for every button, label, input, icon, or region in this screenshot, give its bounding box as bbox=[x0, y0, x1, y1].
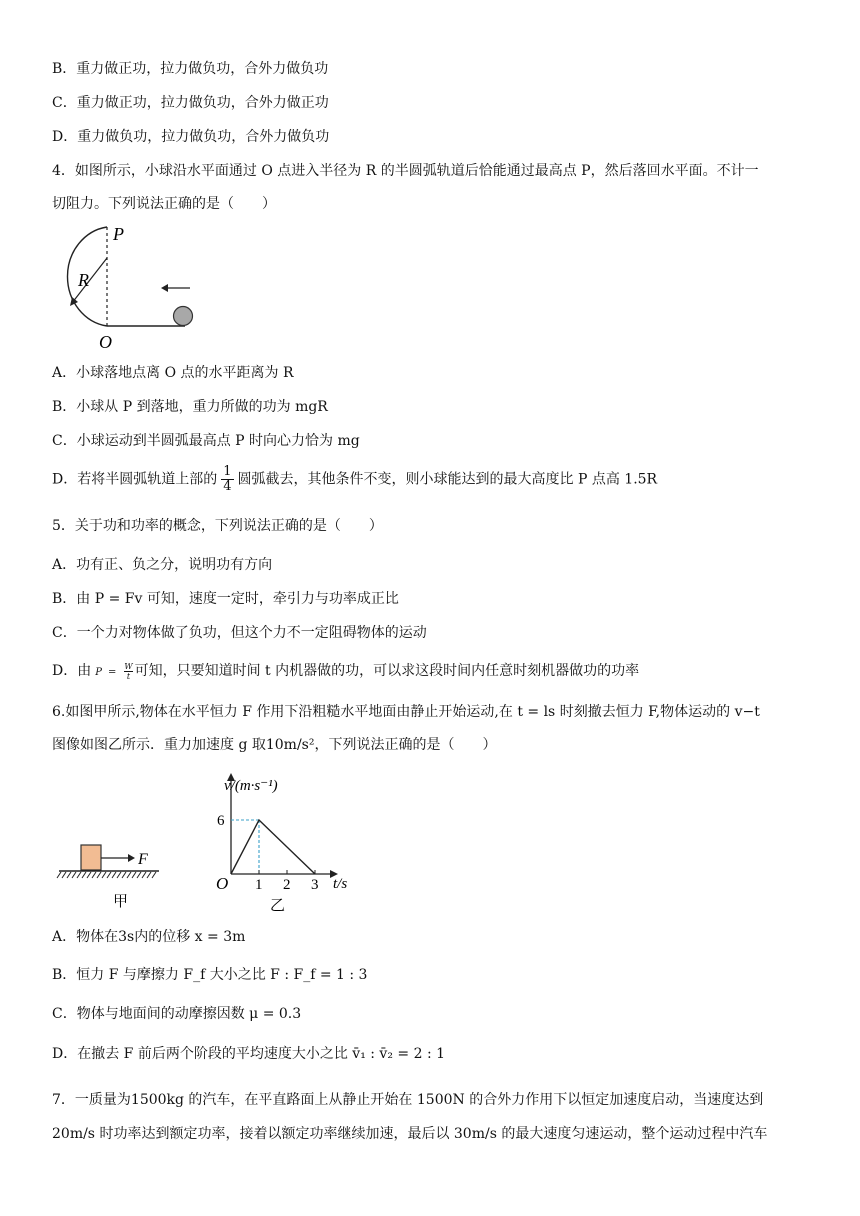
x-tick-label: 1 bbox=[255, 877, 263, 893]
hatch-mark bbox=[77, 872, 81, 878]
q4-option-b: B．小球从 P 到落地，重力所做的功为 mgR bbox=[52, 399, 328, 415]
q5-stem: 5．关于功和功率的概念，下列说法正确的是（ ） bbox=[52, 518, 383, 534]
hatch-mark bbox=[87, 872, 91, 878]
hatch-mark bbox=[147, 872, 151, 878]
hatch-mark bbox=[117, 872, 121, 878]
hatch-mark bbox=[102, 872, 106, 878]
q7-line2: 20m/s 时功率达到额定功率，接着以额定功率继续加速，最后以 30m/s 的最大速度匀速运动，整个运动过程中汽车 bbox=[52, 1126, 768, 1142]
hatch-mark bbox=[62, 872, 66, 878]
q3-option-c: C．重力做正功，拉力做负功，合外力做正功 bbox=[52, 95, 329, 111]
q6-figure-yi-vt-graph bbox=[210, 768, 370, 918]
q4-stem-line1: 4．如图所示，小球沿水平面通过 O 点进入半径为 R 的半圆弧轨道后恰能通过最高点 P，然后落回水平面。不计一 bbox=[52, 163, 759, 179]
label-p: P bbox=[113, 224, 124, 244]
hatch-mark bbox=[127, 872, 131, 878]
q6-option-b: B．恒力 F 与摩擦力 F_f 大小之比 F : F_f = 1 : 3 bbox=[52, 967, 368, 983]
caption-jia: 甲 bbox=[113, 894, 129, 910]
q6-option-d: D．在撤去 F 前后两个阶段的平均速度大小之比 v̄₁ : v̄₂ = 2 : 1 bbox=[52, 1046, 446, 1062]
hatch-mark bbox=[107, 872, 111, 878]
caption-yi: 乙 bbox=[270, 898, 286, 914]
hatch-mark bbox=[132, 872, 136, 878]
ground-hatching bbox=[57, 872, 156, 878]
q6-option-a: A．物体在3s内的位移 x = 3m bbox=[52, 929, 246, 945]
q5-option-c: C．一个力对物体做了负功，但这个力不一定阻碍物体的运动 bbox=[52, 625, 427, 641]
q3-option-b: B．重力做正功，拉力做负功，合外力做负功 bbox=[52, 61, 329, 77]
vt-series-line bbox=[231, 820, 315, 874]
label-o: O bbox=[99, 332, 112, 352]
hatch-mark bbox=[152, 872, 156, 878]
block bbox=[81, 845, 101, 870]
hatch-mark bbox=[97, 872, 101, 878]
fraction-one-quarter: $\frac{1}{4}$ bbox=[223, 464, 232, 494]
q5-option-d: D．由 P = $\frac{W}{t}$ 可知，只要知道时间 t 内机器做的功，可以求这段时间内任意时刻机器做功的功率 bbox=[52, 661, 640, 681]
hatch-mark bbox=[67, 872, 71, 878]
q3-option-d: D．重力做负功，拉力做负功，合外力做负功 bbox=[52, 129, 330, 145]
y-axis-label: v/(m·s⁻¹) bbox=[224, 778, 278, 794]
x-axis-label: t/s bbox=[333, 876, 348, 892]
hatch-mark bbox=[72, 872, 76, 878]
radius-arrowhead bbox=[70, 297, 78, 306]
force-arrow-head bbox=[128, 854, 135, 862]
origin-label: O bbox=[216, 874, 229, 893]
q4-stem-line2: 切阻力。下列说法正确的是（ ） bbox=[52, 196, 276, 212]
q6-option-c: C．物体与地面间的动摩擦因数 μ = 0.3 bbox=[52, 1006, 302, 1022]
q4-option-d: D．若将半圆弧轨道上部的 $\frac{1}{4}$ 圆弧截去，其他条件不变，则小球能达到的最大高度比 P 点高 1.5R bbox=[52, 464, 658, 494]
q6-stem-line2: 图像如图乙所示．重力加速度 g 取10m/s²，下列说法正确的是（ ） bbox=[52, 737, 497, 753]
q6-figure-jia bbox=[55, 838, 175, 913]
x-tick-label: 2 bbox=[283, 877, 291, 893]
q4-option-c: C．小球运动到半圆弧最高点 P 时向心力恰为 mg bbox=[52, 433, 360, 449]
q7-line1: 7．一质量为1500kg 的汽车，在平直路面上从静止开始在 1500N 的合外力作用下以恒定加速度启动，当速度达到 bbox=[52, 1092, 764, 1108]
motion-arrow-head bbox=[161, 284, 168, 292]
hatch-mark bbox=[57, 872, 61, 878]
hatch-mark bbox=[82, 872, 86, 878]
hatch-mark bbox=[142, 872, 146, 878]
q6-stem-line1: 6.如图甲所示,物体在水平恒力 F 作用下沿粗糙水平地面由静止开始运动,在 t = ls 时刻撤去恒力 F,物体运动的 v−t bbox=[52, 704, 760, 720]
label-r: R bbox=[78, 270, 89, 290]
hatch-mark bbox=[92, 872, 96, 878]
fraction-w-over-t: $\frac{W}{t}$ bbox=[124, 661, 133, 681]
q5-option-b: B．由 P = Fv 可知，速度一定时，牵引力与功率成正比 bbox=[52, 591, 399, 607]
hatch-mark bbox=[112, 872, 116, 878]
hatch-mark bbox=[122, 872, 126, 878]
hatch-mark bbox=[137, 872, 141, 878]
label-f: F bbox=[138, 851, 148, 868]
y-tick-label: 6 bbox=[217, 813, 225, 829]
ball bbox=[174, 307, 193, 326]
q5-option-a: A．功有正、负之分，说明功有方向 bbox=[52, 557, 273, 573]
q4-option-a: A．小球落地点离 O 点的水平距离为 R bbox=[52, 365, 294, 381]
q4-figure bbox=[50, 218, 210, 353]
x-tick-label: 3 bbox=[311, 877, 319, 893]
